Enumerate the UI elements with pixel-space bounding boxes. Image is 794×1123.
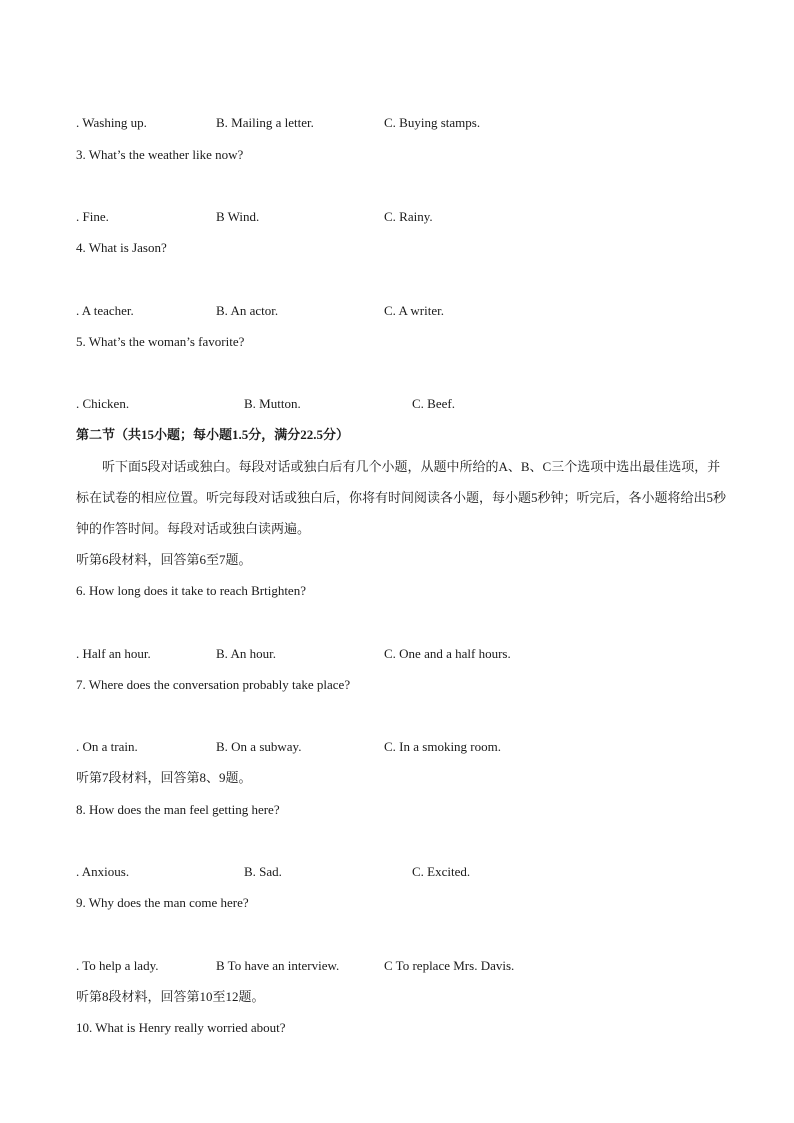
q7-question: 7. Where does the conversation probably take place?	[76, 677, 351, 692]
q3-option-b: B Wind.	[216, 209, 260, 224]
q8-question: 8. How does the man feel getting here?	[76, 802, 280, 817]
q3-question: 3. What’s the weather like now?	[76, 147, 244, 162]
q9-option-b: B To have an interview.	[216, 958, 340, 973]
q2-option-a: . Washing up.	[76, 115, 147, 130]
q4-question: 4. What is Jason?	[76, 240, 167, 255]
q7-option-c: C. In a smoking room.	[384, 739, 501, 754]
q2-option-b: B. Mailing a letter.	[216, 115, 314, 130]
q6-option-c: C. One and a half hours.	[384, 646, 511, 661]
material-7-note: 听第7段材料，回答第8、9题。	[76, 770, 252, 785]
q9-option-a: . To help a lady.	[76, 958, 159, 973]
q10-question: 10. What is Henry really worried about?	[76, 1020, 286, 1035]
q2-option-c: C. Buying stamps.	[384, 115, 481, 130]
q8-option-b: B. Sad.	[244, 864, 282, 879]
q9-question: 9. Why does the man come here?	[76, 895, 249, 910]
q5-option-c: C. Beef.	[412, 396, 455, 411]
q6-option-a: . Half an hour.	[76, 646, 151, 661]
q7-option-a: . On a train.	[76, 739, 138, 754]
q7-option-b: B. On a subway.	[216, 739, 302, 754]
q5-option-b: B. Mutton.	[244, 396, 301, 411]
q8-option-c: C. Excited.	[412, 864, 471, 879]
q4-option-b: B. An actor.	[216, 303, 279, 318]
section-instructions: 听下面5段对话或独白。每段对话或独白后有几个小题，从题中所给的A、B、C三个选项中选出最佳选项，并标在试卷的相应位置。听完每段对话或独白后，你将有时间阅读各小题，每小题5秒钟；听完后，各小题将给出5秒钟的作答时间。每段对话或独白读两遍。	[76, 459, 727, 536]
q8-option-a: . Anxious.	[76, 864, 130, 879]
q5-option-a: . Chicken.	[76, 396, 130, 411]
material-8-note: 听第8段材料，回答第10至12题。	[76, 989, 265, 1004]
q5-question: 5. What’s the woman’s favorite?	[76, 334, 245, 349]
q6-question: 6. How long does it take to reach Brtighten?	[76, 583, 306, 598]
q3-option-a: . Fine.	[76, 209, 109, 224]
material-6-note: 听第6段材料，回答第6至7题。	[76, 552, 252, 567]
q4-option-a: . A teacher.	[76, 303, 134, 318]
q3-option-c: C. Rainy.	[384, 209, 433, 224]
section-heading: 第二节（共15小题；每小题1.5分，满分22.5分）	[76, 427, 350, 442]
q4-option-c: C. A writer.	[384, 303, 444, 318]
q9-option-c: C To replace Mrs. Davis.	[384, 958, 515, 973]
q6-option-b: B. An hour.	[216, 646, 276, 661]
